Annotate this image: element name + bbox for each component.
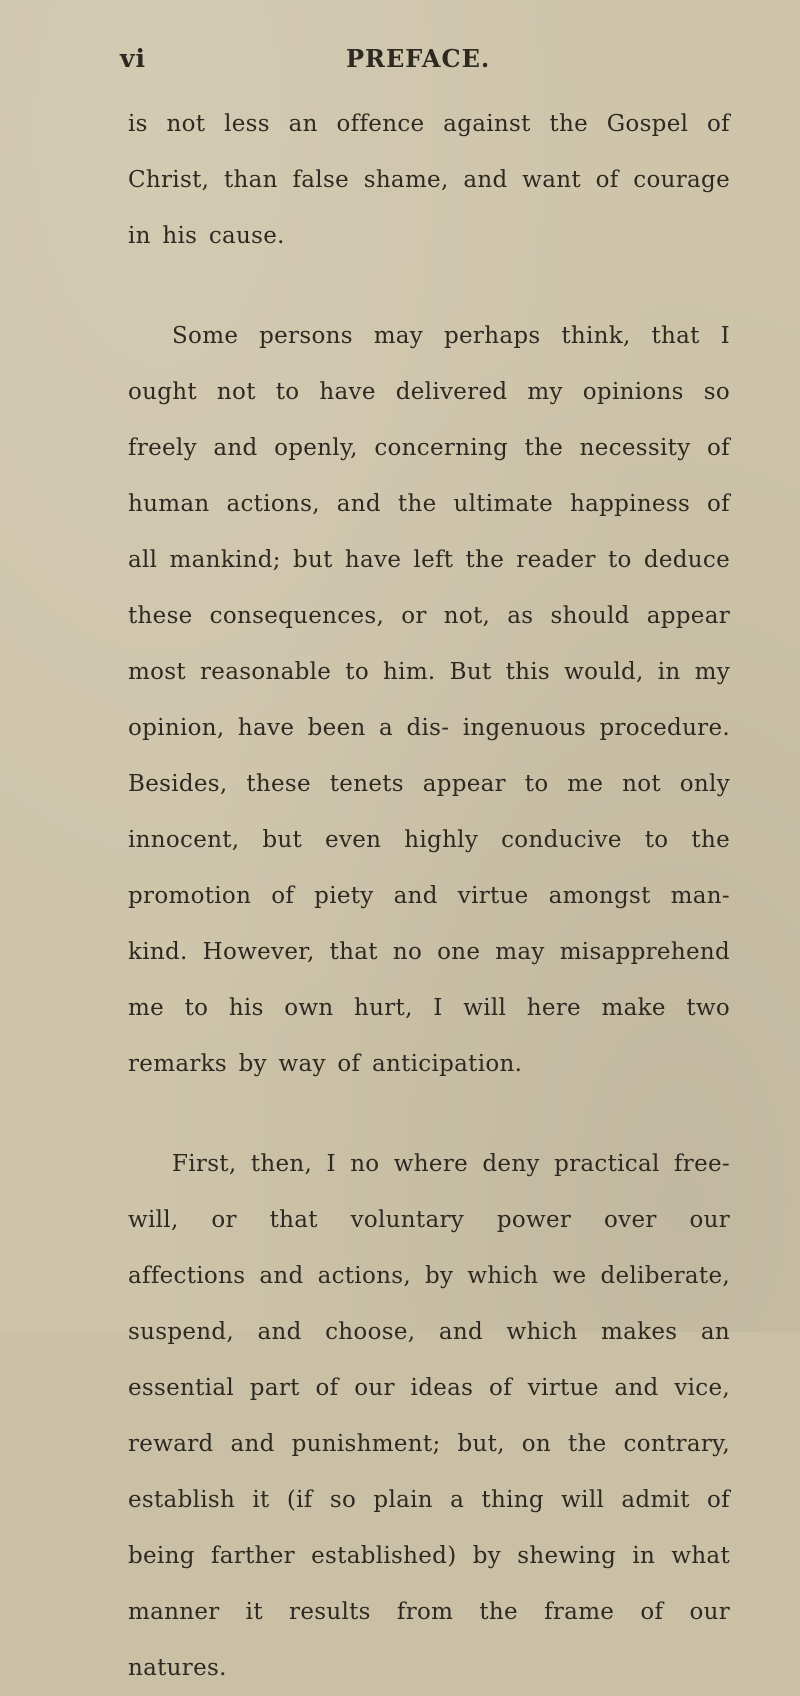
running-head: PREFACE. — [346, 44, 491, 73]
page-header — [120, 44, 740, 84]
body-text — [128, 96, 730, 1696]
page-number: vi — [120, 44, 147, 73]
paragraph-opinions: Some persons may perhaps think, that I ought not to have delivered my opinions so freely and openly, concerning the necessity of human actions, and the ultimate happiness of all mankind; but have left the reader to deduce these consequences, or not, as should appear most reasonable to him. But this would, in my opinion, have been a dis- ingenuous procedure. Besides, these tenets appear to me not only innocent, but even highly conducive to the promotion of piety and virtue amongst man- kind. However, that no one may misapprehend me to his own hurt, I will here make two remarks by way of anticipation. — [128, 323, 730, 1077]
paragraph-free-will: First, then, I no where deny practical free-will, or that voluntary power over our affections and actions, by which we deliberate, suspend, and choose, and which makes an essential part of our ideas of virtue and vice, reward and punishment; but, on the contrary, establish it (if so plain a thing will admit of being farther established) by shewing in what manner it results from the frame of our natures. — [128, 1151, 730, 1681]
paragraph-continuation: is not less an offence against the Gospel of Christ, than false shame, and want of courage in his cause. — [128, 111, 730, 249]
